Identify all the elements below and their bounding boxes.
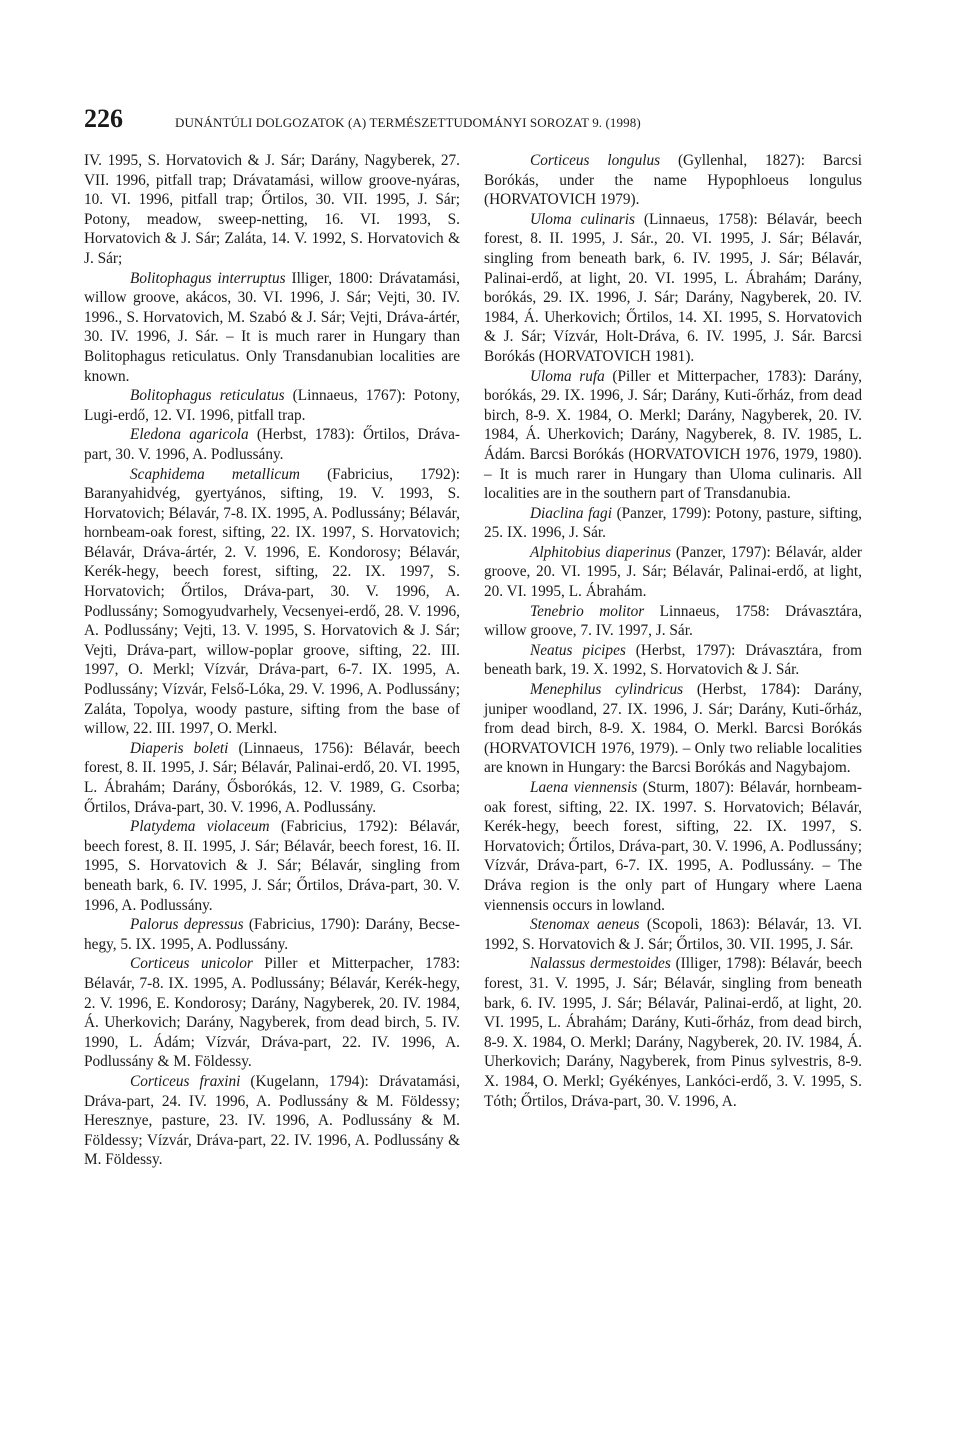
record-text: (Kugelann, 1794): Drávatamási, Dráva-part, 24. IV. 1996, A. Podlussány & M. Földessy; Heresznye, pasture, 23. IV. 1996, A. Podlussány & M. Földessy; Vízvár, Dráva-part, 22. IV. 1996, A. Podlussány & M. Földessy. [84,1072,460,1169]
species-record [484,680,862,778]
species-record [484,151,862,210]
record-text: (Piller et Mitterpacher, 1783): Darány, borókás, 29. IX. 1996, J. Sár; Darány, Kuti-őrház, from dead birch, 8-9. X. 1984, O. Merkl; Darány, Nagyberek, 20. IV. 1984, Á. Uherkovich; Darány, Nagyberek, 8. IV. 1985, L. Ádám. Barcsi Borókás (HORVATOVICH 1976, 1979, 1980). – It is much rarer in Hungary than Uloma culinaris. All localities are in the southern part of Transdanubia. [484,367,863,503]
species-record [84,1072,460,1170]
species-name: Nalassus dermestoides [530,955,671,973]
page-number: 226 [84,104,123,133]
species-name: Alphitobius diaperinus [530,543,671,561]
record-text: (Herbst, 1784): Darány, juniper woodland, 27. IX. 1996, J. Sár; Darány, Kuti-őrház, from dead birch, 8-9. X. 1984, O. Merkl. Barcsi Borókás (HORVATOVICH 1976, 1979). – Only two reliable localities are known in Hungary: the Barcsi Borókás and Nagybajom. [484,681,862,777]
record-text: (Panzer, 1797): Bélavár, alder groove, 20. VI. 1995, J. Sár; Bélavár, Palinai-erdő, at light, 20. VI. 1995, L. Ábrahám. [484,543,862,601]
species-record [84,386,460,425]
record-text: (Herbst, 1783): Őrtilos, Dráva-part, 30. V. 1996, A. Podlussány. [84,426,460,463]
record-text: (Panzer, 1799): Potony, pasture, sifting, 25. IX. 1996, J. Sár. [484,504,862,542]
species-name: Palorus depressus [130,916,244,934]
record-text: (Linnaeus, 1758): Bélavár, beech forest, 8. II. 1995, J. Sár., 20. VI. 1995, J. Sár; Bélavár, singling from beneath bark, 6. IV. 1995, J. Sár; Bélavár, Palinai-erdő, at light, 20. VI. 1995, L. Ábrahám; Darány, borókás, 29. IX. 1996, J. Sár; Darány, Nagyberek, 20. IV. 1984, Á. Uherkovich; Őrtilos, 14. XI. 1995, S. Horvatovich & J. Sár; Vízvár, Holt-Dráva, 6. IV. 1995, J. Sár. Barcsi Borókás (HORVATOVICH 1981). [484,210,862,365]
species-name: Corticeus longulus [530,152,661,169]
species-name: Stenomax aeneus [530,916,640,934]
species-name: Uloma rufa [530,367,605,385]
page-header [84,104,884,134]
species-record [484,210,862,367]
species-name: Bolitophagus interruptus [130,269,286,287]
species-name: Neatus picipes [530,641,626,659]
species-record [84,915,460,954]
record-text: IV. 1995, S. Horvatovich & J. Sár; Darány, Nagyberek, 27. VII. 1996, pitfall trap; Drávatamási, willow groove-nyáras, 10. VI. 1996, pitfall trap; Őrtilos, 30. VII. 1995, J. Sár; Potony, meadow, sweep-netting, 16. VI. 1993, S. Horvatovich & J. Sár; Zaláta, 14. V. 1992, S. Horvatovich & J. Sár; [84,152,460,267]
right-column [484,151,862,1111]
species-record [484,778,862,915]
record-text: (Fabricius, 1792): Bélavár, beech forest, 8. II. 1995, J. Sár; Bélavár, beech forest, 16. II. 1995, S. Horvatovich & J. Sár; Bélavár, singling from beneath bark, 6. IV. 1995, J. Sár; Őrtilos, Dráva-part, 30. V. 1996, A. Podlussány. [84,818,460,914]
species-name: Laena viennensis [530,779,638,796]
species-record [84,425,460,464]
species-record [484,641,862,680]
species-name: Uloma culinaris [530,210,635,228]
record-text: (Illiger, 1798): Bélavár, beech forest, 31. V. 1995, J. Sár; Bélavár, singling from beneath bark, 6. IV. 1995, J. Sár; Bélavár, Palinai-erdő, at light, 20. VI. 1995, L. Ábrahám; Darány, Kuti-őrház, from dead birch, 8-9. X. 1984, O. Merkl; Darány, Nagyberek, 20. IV. 1984, Á. Uherkovich; Darány, Nagyberek, from Pinus sylvestris, 8-9. X. 1984, O. Merkl; Gyékényes, Lankóci-erdő, 3. V. 1995, S. Tóth; Őrtilos, Dráva-part, 30. V. 1996, A. [484,955,863,1110]
species-name: Tenebrio molitor [530,602,645,620]
species-name: Diaperis boleti [130,739,229,757]
species-name: Platydema violaceum [130,818,270,836]
species-record [84,817,460,915]
species-name: Eledona agaricola [130,426,249,444]
record-text: (Linnaeus, 1756): Bélavár, beech forest, 8. II. 1995, J. Sár; Bélavár, Palinai-erdő, 20. VI. 1995, L. Ábrahám; Darány, Ősborókás, 12. V. 1989, G. Csorba; Őrtilos, Dráva-part, 30. V. 1996, A. Podlussány. [84,739,461,816]
species-record [484,367,862,504]
species-record [84,954,460,1072]
species-name: Bolitophagus reticulatus [130,387,285,405]
record-text: (Scopoli, 1863): Bélavár, 13. VI. 1992, S. Horvatovich & J. Sár; Őrtilos, 30. VII. 1995, J. Sár. [484,916,862,953]
record-text: Piller et Mitterpacher, 1783: Bélavár, 7-8. IX. 1995, A. Podlussány; Bélavár, Kerék-hegy, 2. V. 1996, E. Kondorosy; Darány, Nagyberek, 20. IV. 1984, Á. Uherkovich; Darány, Nagyberek, from dead birch, 5. IV. 1990, L. Ádám; Vízvár, Dráva-part, 22. IV. 1996, A. Podlussány & M. Földessy. [84,955,460,1071]
species-record [484,543,862,602]
species-record [84,151,460,269]
species-record [84,739,460,817]
species-record [84,465,460,739]
species-record [84,269,460,387]
species-record [484,915,862,954]
record-text: Illiger, 1800: Drávatamási, willow groove, akácos, 30. VI. 1996, J. Sár; Vejti, 30. IV. 1996., S. Horvatovich, M. Szabó & J. Sár; Vejti, Dráva-ártér, 30. IV. 1996, J. Sár. – It is much rarer in Hungary than Bolitophagus reticulatus. Only Transdanubian localities are known. [84,269,460,385]
record-text: (Herbst, 1797): Drávasztára, from beneath bark, 19. X. 1992, S. Horvatovich & J. Sár. [484,641,862,679]
species-name: Diaclina fagi [530,504,612,522]
record-text: (Sturm, 1807): Bélavár, hornbeam-oak forest, sifting, 22. IX. 1997. S. Horvatovich; Bélavár, Kerék-hegy, beech forest, sifting, 22. IX. 1997, S. Horvatovich; Őrtilos, Dráva-part, 30. V. 1996, A. Podlussány; Vízvár, Dráva-part, 6-7. IX. 1995, A. Podlussány. – The Dráva region is the only part of Hungary where Laena viennensis occurs in lowland. [484,779,862,914]
left-column [84,151,460,1170]
record-text: (Gyllenhal, 1827): Barcsi Borókás, under the name Hypophloeus longulus (HORVATOVICH 1979). [484,152,862,209]
record-text: (Fabricius, 1792): Baranyahidvég, gyertyános, sifting, 19. V. 1993, S. Horvatovich; Bélavár, 7-8. IX. 1995, A. Podlussány; Bélavár, hornbeam-oak forest, sifting, 22. IX. 1997, S. Horvatovich; Bélavár, Dráva-ártér, 2. V. 1996, E. Kondorosy; Bélavár, Kerék-hegy, beech forest, sifting, 22. IX. 1997, S. Horvatovich; Őrtilos, Dráva-part, 30. V. 1996, A. Podlussány; Somogyudvarhely, Vecsenyei-erdő, 28. V. 1996, A. Podlussány; Vejti, 13. V. 1995, S. Horvatovich & J. Sár; Vejti, Dráva-part, willow-poplar groove, sifting, 22. III. 1997, O. Merkl; Vízvár, Dráva-part, 6-7. IX. 1995, A. Podlussány; Vízvár, Felső-Lóka, 29. V. 1996, A. Podlussány; Zaláta, Topolya, woody pasture, sifting from the base of willow, 22. III. 1997, O. Merkl. [84,465,461,738]
species-record [484,954,862,1111]
species-record [484,504,862,543]
record-text: (Linnaeus, 1767): Potony, Lugi-erdő, 12. VI. 1996, pitfall trap. [84,387,460,424]
species-name: Corticeus fraxini [130,1072,241,1090]
species-name: Menephilus cylindricus [530,681,684,699]
species-name: Scaphidema metallicum [130,465,300,483]
record-text: (Fabricius, 1790): Darány, Becse-hegy, 5. IX. 1995, A. Podlussány. [84,916,460,953]
record-text: Linnaeus, 1758: Drávasztára, willow groove, 7. IV. 1997, J. Sár. [484,602,862,640]
species-name: Corticeus unicolor [130,955,253,973]
running-head: DUNÁNTÚLI DOLGOZATOK (A) TERMÉSZETTUDOMÁNYI SOROZAT 9. (1998) [175,115,641,130]
species-record [484,602,862,641]
